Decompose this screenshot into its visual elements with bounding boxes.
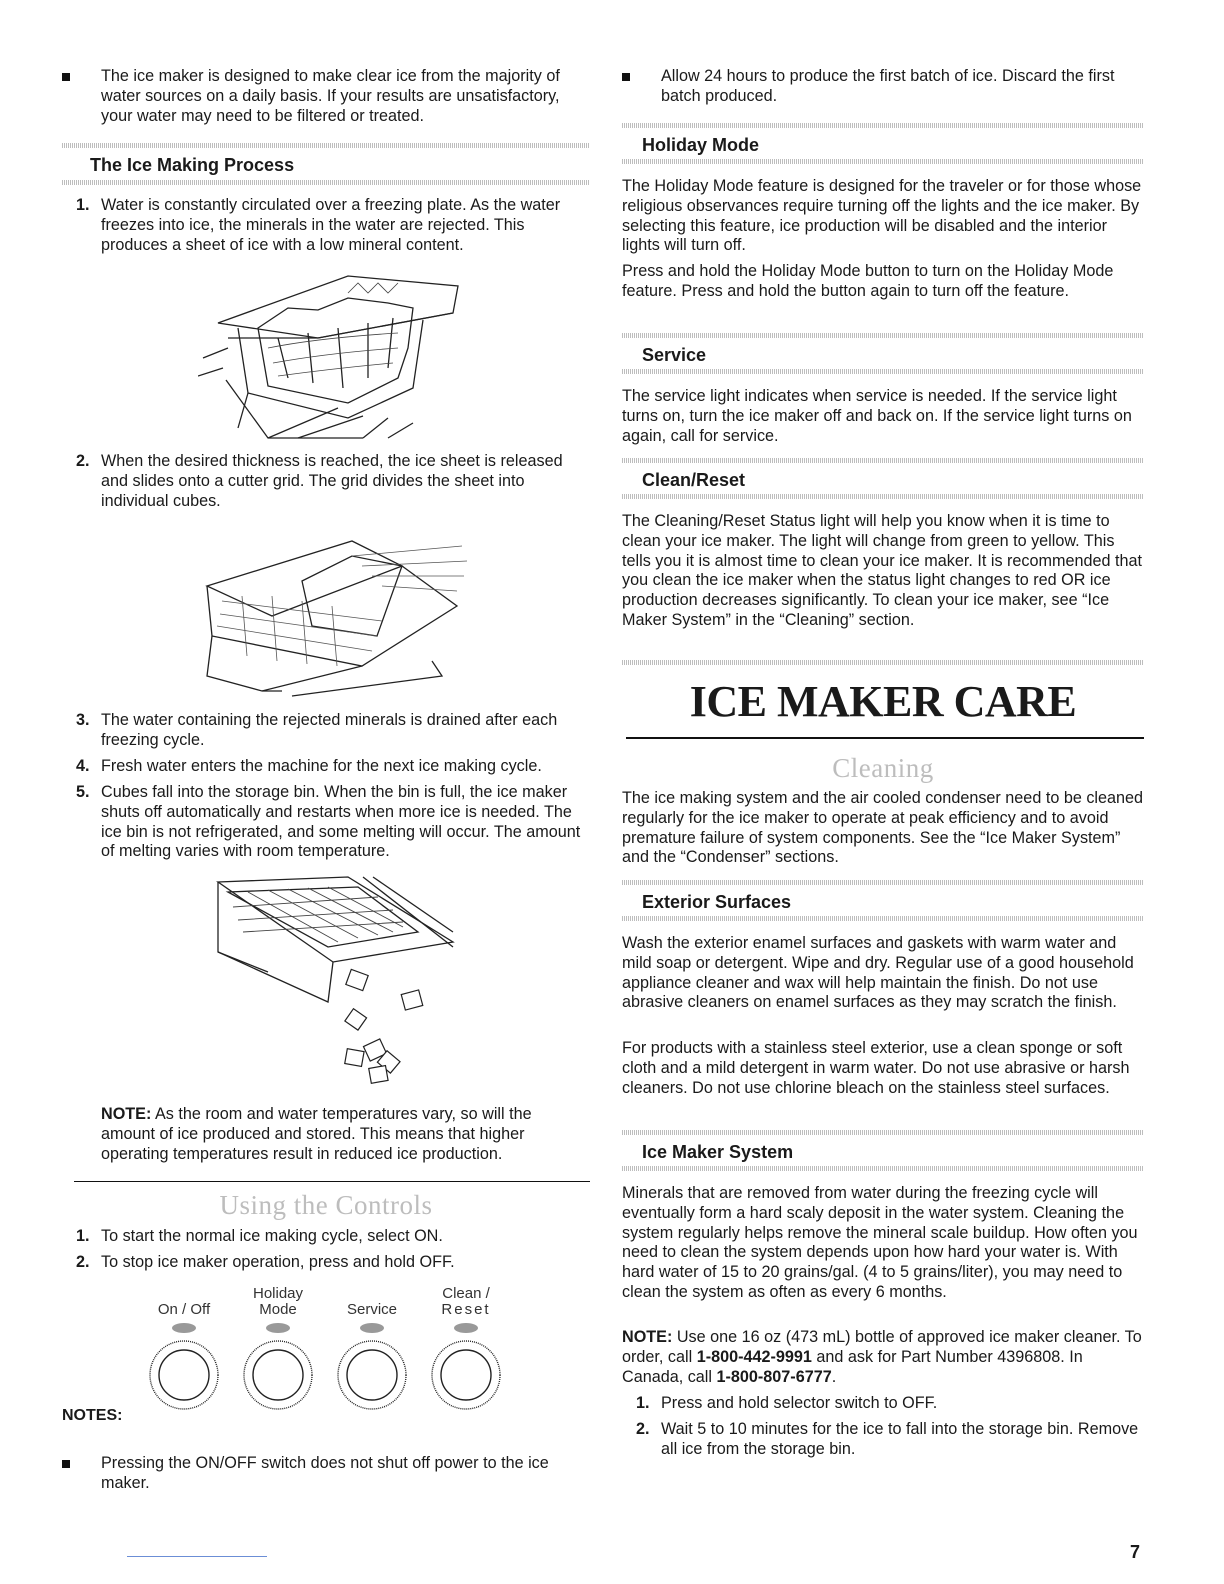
bullet-marker [622,73,630,81]
section-rule [622,1166,1144,1171]
bullet-marker [62,73,70,81]
process-step-2: 2. When the desired thickness is reached, the ice sheet is released and slides onto a cutter grid. The grid divides the sheet into individual cubes. [76,452,563,510]
section-rule [622,159,1144,164]
system-step-2: 2. Wait 5 to 10 minutes for the ice to fall into the storage bin. Remove all ice from the storage bin. [636,1420,1139,1458]
footer-line [127,1556,267,1557]
clean-reset-button [432,1341,500,1409]
holiday-heading: Holiday Mode [642,135,760,155]
process-note: NOTE: As the room and water temperatures vary, so will the amount of ice produced and stored. This means that higher operating temperatures result in reduced ice production. [101,1105,532,1163]
system-note: NOTE: Use one 16 oz (473 mL) bottle of approved ice maker cleaner. To order, call 1-800-442-9991 and ask for Part Number 4396808. In Canada, call 1-800-807-6777. [622,1328,1142,1386]
control-panel [142,1285,522,1415]
freezing-plate-illustration [198,268,463,443]
intro-bullet: The ice maker is designed to make clear ice from the majority of water sources on a daily basis. If your results are unsatisfactory, your water may need to be filtered or treated. [62,67,590,126]
section-rule [622,880,1144,885]
clean-label-line2: Reset [441,1301,491,1318]
allow-bullet: Allow 24 hours to produce the first batch of ice. Discard the first batch produced. [622,67,1144,107]
control-buttons-graphic [142,1321,522,1413]
bullet-marker [62,1460,70,1468]
system-paragraph: Minerals that are removed from water during the freezing cycle will eventually form a hard scaly deposit in the water system. Cleaning the system regularly helps remove the mineral scale buildup. How often you need to clean the system depends upon how hard your water is. With hard water of 15 to 20 grains/gal. (4 to 5 grains/liter), you may need to clean the system as often as every 6 months. [622,1184,1138,1301]
on-off-button [150,1341,218,1409]
controls-step-2: 2. To stop ice maker operation, press and hold OFF. [76,1253,455,1271]
exterior-heading: Exterior Surfaces [642,892,792,912]
holiday-label-line1: Holiday [252,1285,304,1302]
section-divider [74,1181,590,1182]
section-rule [62,180,590,185]
system-heading: Ice Maker System [642,1142,794,1162]
section-rule [62,143,590,148]
section-rule [622,1130,1144,1135]
canada-phone-number: 1-800-807-6777 [716,1367,832,1386]
care-title: ICE MAKER CARE [689,677,1077,726]
holiday-mode-button [244,1341,312,1409]
section-rule [622,916,1144,921]
section-rule [622,123,1144,128]
process-heading: The Ice Making Process [90,155,295,175]
system-step-1: 1. Press and hold selector switch to OFF. [636,1394,938,1412]
on-off-label: On / Off [157,1301,211,1318]
section-rule [622,369,1144,374]
controls-step-1: 1. To start the normal ice making cycle, select ON. [76,1227,443,1245]
section-rule [622,458,1144,463]
clean-reset-heading: Clean/Reset [642,470,746,490]
order-phone-number: 1-800-442-9991 [696,1347,812,1366]
service-button [338,1341,406,1409]
service-paragraph: The service light indicates when service is needed. If the service light turns on, turn the ice maker off and back on. If the service light turns on again, call for service. [622,387,1132,445]
page-number: 7 [1130,1542,1141,1562]
service-label: Service [346,1301,398,1318]
section-rule [622,660,1144,665]
clean-reset-paragraph: The Cleaning/Reset Status light will help you know when it is time to clean your ice maker. The light will change from green to yellow. This tells you it is almost time to clean your ice maker. It is recommended that you clean the ice maker when the status light changes to red OR ice production decreases significantly. To clean your ice maker, see “Ice Maker System” in the “Cleaning” section. [622,512,1143,629]
holiday-paragraph-1: The Holiday Mode feature is designed for the traveler or for those whose religious observances require turning off the lights and the ice maker. By selecting this feature, ice production will be disabled and the interior lights will turn off. [622,177,1142,255]
cleaning-paragraph: The ice making system and the air cooled condenser need to be cleaned regularly for the ice maker to operate at peak efficiency and to avoid premature failure of system components. See the “Ice Maker System” and the “Condenser” sections. [622,789,1144,867]
section-rule [622,333,1144,338]
process-step-5: 5. Cubes fall into the storage bin. When the bin is full, the ice maker shuts off automatically and restarts when more ice is needed. The ice bin is not refrigerated, and some melting will occur. The amount of melting varies with room temperature. [76,783,581,861]
clean-indicator-light [454,1323,478,1333]
process-step-3: 3. The water containing the rejected minerals is drained after each freezing cycle. [76,711,558,749]
cleaning-heading: Cleaning [832,753,934,783]
service-heading: Service [642,345,707,365]
exterior-paragraph-2: For products with a stainless steel exterior, use a clean sponge or soft cloth and a mild detergent in warm water. Do not use abrasive or harsh cleaners. Do not use chlorine bleach on the stainless steel surfaces. [622,1039,1130,1097]
exterior-paragraph-1: Wash the exterior enamel surfaces and gaskets with warm water and mild soap or detergent. Wipe and dry. Regular use of a good household appliance cleaner and wax will help maintain the finish. Do not use abrasive cleaners on enamel surfaces as they may scratch the finish. [622,934,1134,1012]
holiday-label-line2: Mode [259,1301,297,1318]
notes-bullet: Pressing the ON/OFF switch does not shut off power to the ice maker. [62,1454,590,1494]
section-rule [622,494,1144,499]
process-step-4: 4. Fresh water enters the machine for the next ice making cycle. [76,757,542,775]
title-underline [626,737,1144,739]
cutter-grid-illustration [202,526,467,698]
holiday-indicator-light [266,1323,290,1333]
holiday-paragraph-2: Press and hold the Holiday Mode button to turn on the Holiday Mode feature. Press and hold the button again to turn off the feature. [622,262,1114,300]
on-off-indicator-light [172,1323,196,1333]
controls-heading: Using the Controls [219,1190,433,1220]
notes-label: NOTES: [62,1407,123,1424]
clean-label-line1: Clean / [442,1285,490,1302]
process-step-1: 1. Water is constantly circulated over a freezing plate. As the water freezes into ice, the minerals in the water are rejected. This produces a sheet of ice with a low mineral content. [76,196,561,254]
service-indicator-light [360,1323,384,1333]
storage-bin-illustration [198,872,458,1094]
